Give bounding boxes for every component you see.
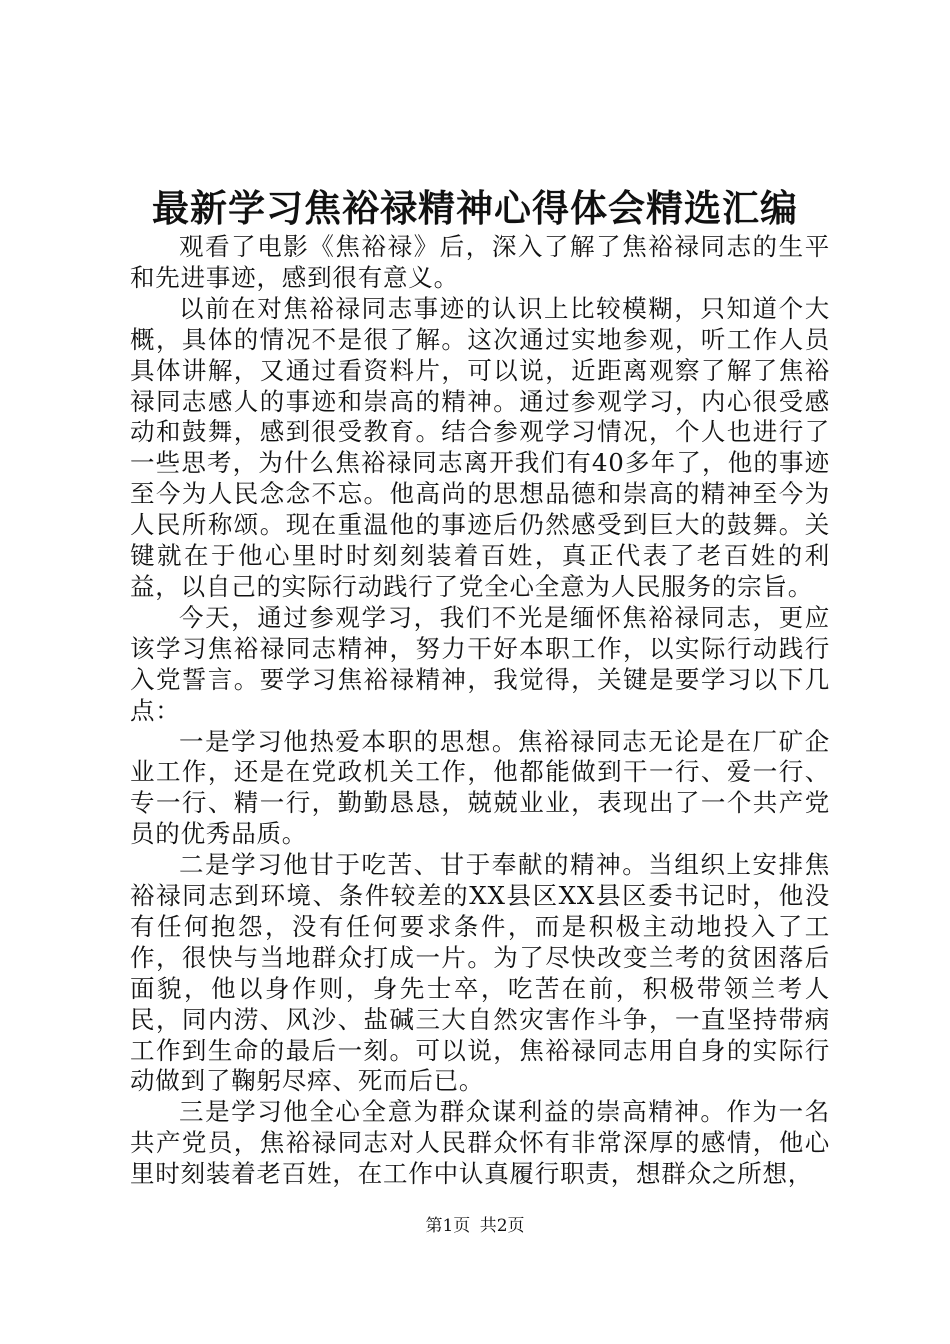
page-footer: 第1页 共2页 [425, 1216, 525, 1236]
document-title: 最新学习焦裕禄精神心得体会精选汇编 [152, 186, 798, 230]
paragraph-4: 一是学习他热爱本职的思想。焦裕禄同志无论是在厂矿企业工作，还是在党政机关工作，他都能做到干一行、爱一行、专一行、精一行，勤勤恳恳，兢兢业业，表现出了一个共产党员的优秀品质。 [130, 726, 830, 849]
paragraph-3: 今天，通过参观学习，我们不光是缅怀焦裕禄同志，更应该学习焦裕禄同志精神，努力干好本职工作，以实际行动践行入党誓言。要学习焦裕禄精神，我觉得，关键是要学习以下几点： [130, 602, 830, 725]
paragraph-5: 二是学习他甘于吃苦、甘于奉献的精神。当组织上安排焦裕禄同志到环境、条件较差的XX县区XX县区委书记时，他没有任何抱怨，没有任何要求条件，而是积极主动地投入了工作，很快与当地群众打成一片。为了尽快改变兰考的贫困落后面貌，他以身作则，身先士卒，吃苦在前，积极带领兰考人民，同内涝、风沙、盐碱三大自然灾害作斗争，一直坚持带病工作到生命的最后一刻。可以说，焦裕禄同志用自身的实际行动做到了鞠躬尽瘁、死而后已。 [130, 850, 830, 1096]
paragraph-6: 三是学习他全心全意为群众谋利益的崇高精神。作为一名共产党员，焦裕禄同志对人民群众怀有非常深厚的感情，他心里时刻装着老百姓，在工作中认真履行职责，想群众之所想， [130, 1097, 830, 1189]
paragraph-2: 以前在对焦裕禄同志事迹的认识上比较模糊，只知道个大概，具体的情况不是很了解。这次通过实地参观，听工作人员具体讲解，又通过看资料片，可以说，近距离观察了解了焦裕禄同志感人的事迹和崇高的精神。通过参观学习，内心很受感动和鼓舞，感到很受教育。结合参观学习情况，个人也进行了一些思考，为什么焦裕禄同志离开我们有40多年了，他的事迹至今为人民念念不忘。他高尚的思想品德和崇高的精神至今为人民所称颂。现在重温他的事迹后仍然感受到巨大的鼓舞。关键就在于他心里时时刻刻装着百姓，真正代表了老百姓的利益，以自己的实际行动践行了党全心全意为人民服务的宗旨。 [130, 293, 830, 601]
paragraph-1: 观看了电影《焦裕禄》后，深入了解了焦裕禄同志的生平和先进事迹，感到很有意义。 [130, 232, 830, 292]
document-body [130, 232, 830, 1190]
